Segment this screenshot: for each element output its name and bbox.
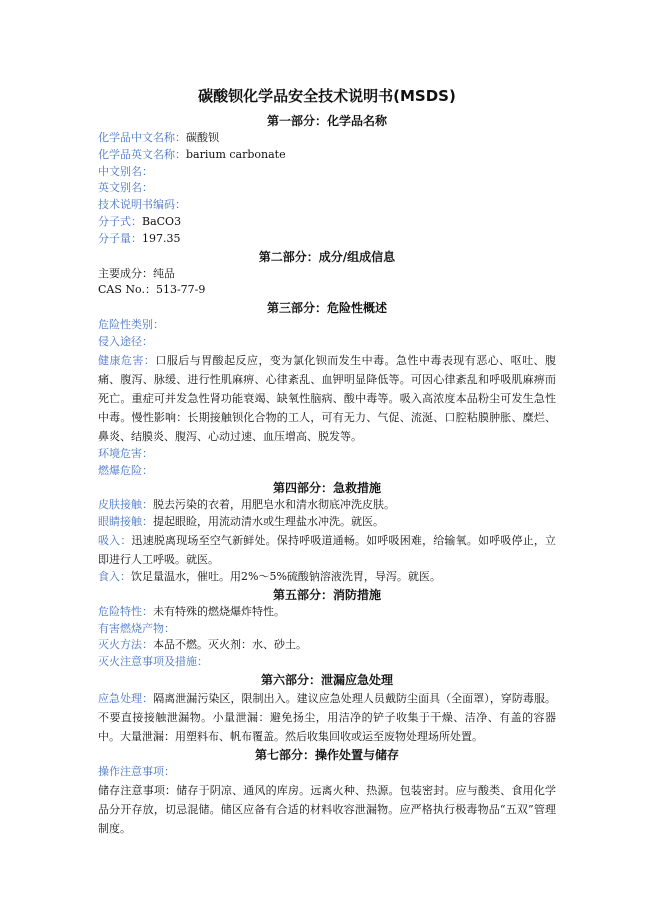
operation-notes-row [98,764,556,781]
combustion-products-row [98,621,556,638]
section-1-heading: 第一部分：化学品名称 [266,114,387,128]
ingestion-text: 饮足量温水，催吐。用2%～5%硫酸钠溶液洗胃，导泻。就医。 [131,569,441,583]
molecular-weight-value: 197.35 [142,231,181,245]
chinese-alias-row [98,164,556,181]
spill-response-text: 隔离泄漏污染区，限制出入。建议应急处理人员戴防尘面具（全面罩），穿防毒服。不要直接接触泄漏物。小量泄漏：避免扬尘，用洁净的铲子收集于干燥、洁净、有盖的容器中。大量泄漏：用塑料布、帆布覆盖。然后收集回收或运至废物处理场所处置。 [98,691,557,743]
health-hazard-text: 口服后与胃酸起反应，变为氯化钡而发生中毒。急性中毒表现有恶心、呕吐、腹痛、腹泻、脉缓、进行性肌麻痹、心律紊乱、血钾明显降低等。可因心律紊乱和呼吸肌麻痹而死亡。重症可并发急性肾功能衰竭、缺氧性脑病、酸中毒等。吸入高浓度本品粉尘可发生急性中毒。慢性影响：长期接触钡化合物的工人，可有无力、气促、流涎、口腔粘膜肿胀、糜烂、鼻炎、结膜炎、腹泻、心动过速、血压增高、脱发等。 [98,353,557,443]
ingestion-row [98,569,556,586]
ingestion-label: 食入： [98,569,131,583]
environment-hazard-label: 环境危害： [98,446,153,460]
combustion-products-label: 有害燃烧产物： [98,621,175,635]
storage-notes-text: 储存于阴凉、通风的库房。远离火种、热源。包装密封。应与酸类、食用化学品分开存放，切忌混储。储区应备有合适的材料收容泄漏物。应严格执行极毒物品“五双”管理制度。 [98,783,557,835]
msds-document [98,86,556,838]
storage-notes-paragraph [98,781,556,838]
english-alias-label: 英文别名： [98,181,153,195]
chinese-name-value: 碳酸钡 [186,131,219,144]
section-2-heading: 第二部分：成分/组成信息 [258,249,396,264]
chinese-alias-label: 中文别名： [98,164,153,178]
chinese-name-label: 化学品中文名称： [98,131,186,144]
extinguish-method-text: 本品不燃。灭火剂：水、砂土。 [153,638,307,652]
main-component: 主要成分：纯品 [98,266,175,280]
formula-value: BaCO3 [142,214,182,228]
hazard-category-label: 危险性类别： [98,318,164,332]
section-7-heading: 第七部分：操作处置与储存 [254,747,399,762]
english-alias-row [98,180,556,197]
molecular-weight-row [98,231,556,248]
formula-row [98,214,556,231]
skin-contact-row [98,497,556,514]
inhalation-paragraph [98,531,556,569]
skin-contact-label: 皮肤接触： [98,498,153,512]
english-name-row [98,147,556,164]
spec-code-row [98,197,556,214]
fire-hazard-text: 未有特殊的燃烧爆炸特性。 [153,604,285,618]
document-title: 碳酸钡化学品安全技术说明书(MSDS) [198,87,456,105]
section-6-heading: 第六部分：泄漏应急处理 [260,672,393,687]
hazard-category-row [98,317,556,334]
eye-contact-label: 眼睛接触： [98,515,153,529]
spill-response-paragraph [98,689,556,746]
fire-hazard-row [98,604,556,621]
spill-response-label: 应急处理： [98,691,154,705]
operation-notes-label: 操作注意事项： [98,764,175,778]
fire-explosion-row [98,463,556,480]
eye-contact-text: 提起眼睑，用流动清水或生理盐水冲洗。就医。 [153,515,384,529]
section-5-heading: 第五部分：消防措施 [272,587,381,602]
extinguish-notes-row [98,654,556,671]
spec-code-label: 技术说明书编码： [98,198,186,212]
health-hazard-label: 健康危害： [98,353,156,367]
skin-contact-text: 脱去污染的衣着，用肥皂水和清水彻底冲洗皮肤。 [153,498,395,512]
environment-hazard-row [98,446,556,463]
exposure-route-label: 侵入途径： [98,334,153,348]
section-3-heading: 第三部分：危险性概述 [266,301,387,316]
formula-label: 分子式： [98,214,142,228]
extinguish-method-row [98,637,556,654]
cas-number: CAS No.：513-77-9 [98,283,206,297]
extinguish-notes-label: 灭火注意事项及措施： [98,655,208,669]
inhalation-text: 迅速脱离现场至空气新鲜处。保持呼吸道通畅。如呼吸困难，给输氧。如呼吸停止，立即进行人工呼吸。就医。 [98,533,557,566]
section-4-heading: 第四部分：急救措施 [272,481,381,496]
exposure-route-row [98,334,556,351]
fire-hazard-label: 危险特性： [98,604,153,618]
molecular-weight-label: 分子量： [98,231,142,245]
fire-explosion-label: 燃爆危险： [98,463,153,477]
storage-notes-label: 储存注意事项： [98,783,177,797]
extinguish-method-label: 灭火方法： [98,638,153,652]
inhalation-label: 吸入： [98,533,132,547]
english-name-label: 化学品英文名称： [98,147,186,161]
english-name-value: barium carbonate [186,147,286,161]
eye-contact-row [98,514,556,531]
health-hazard-paragraph [98,351,556,446]
chinese-name-row [98,130,556,147]
